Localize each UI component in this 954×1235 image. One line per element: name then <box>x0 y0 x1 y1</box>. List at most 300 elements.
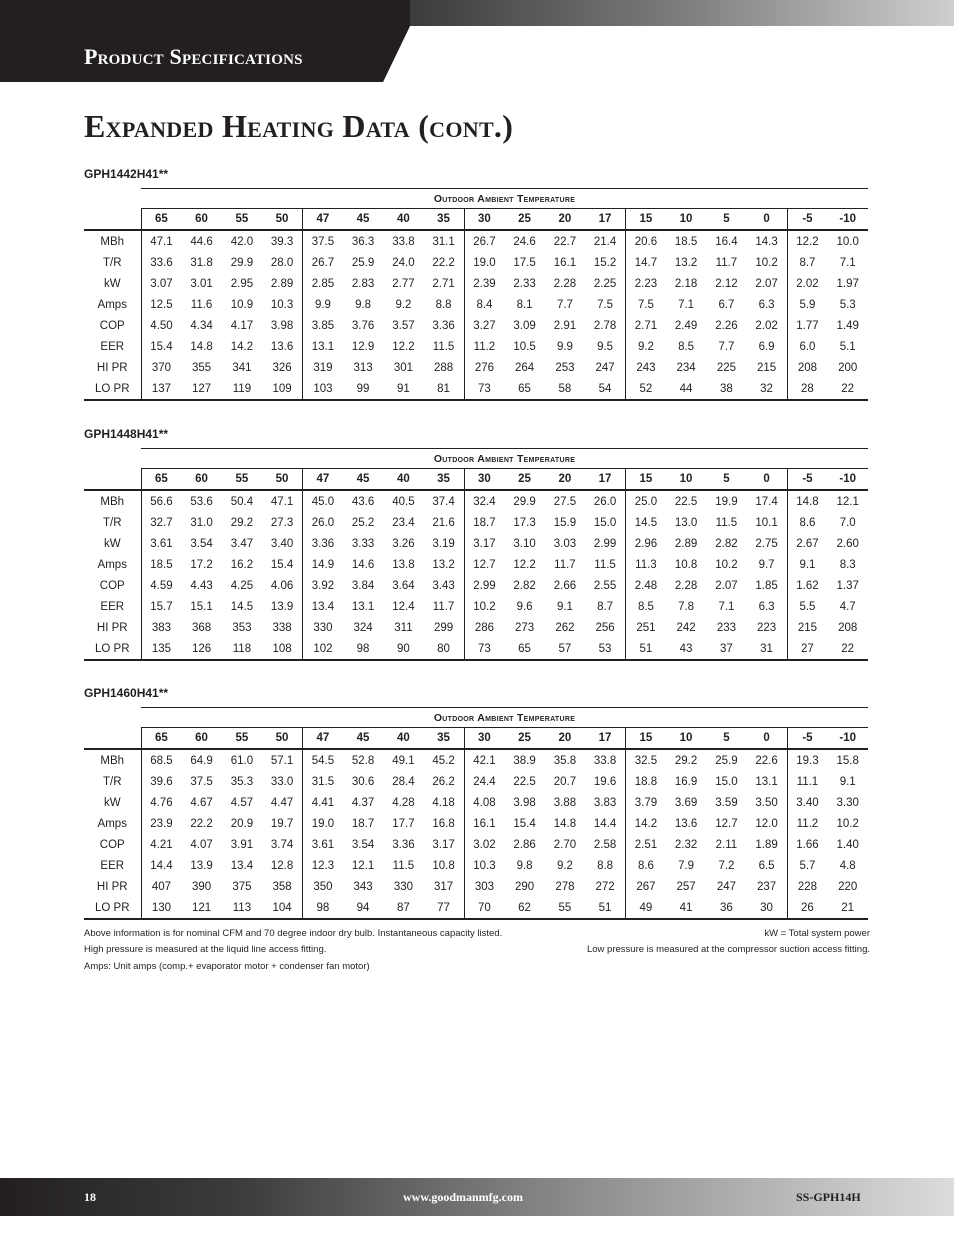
table-cell: 317 <box>433 880 454 893</box>
table-cell: 19.6 <box>593 775 617 788</box>
table-cell: 242 <box>676 621 696 634</box>
table-cell: 4.43 <box>190 579 213 592</box>
table-cell: 3.85 <box>303 315 343 336</box>
table-cell: 9.8 <box>355 298 372 311</box>
table-cell: 1.49 <box>836 319 859 332</box>
table-cell: 2.91 <box>553 319 577 332</box>
table-cell: 38.9 <box>513 754 536 767</box>
table-cell: 12.5 <box>141 294 181 315</box>
table-cell: 7.5 <box>626 294 666 315</box>
table-row <box>84 855 868 876</box>
table-cell: 14.8 <box>553 817 577 830</box>
row-label: kW <box>103 277 121 290</box>
table-cell: 8.7 <box>597 600 614 613</box>
footer-website: www.goodmanmfg.com <box>403 1190 523 1204</box>
table-cell: 15.9 <box>553 516 577 529</box>
table-cell: 3.64 <box>392 579 415 592</box>
table-cell: 6.5 <box>758 859 775 872</box>
table-cell: 25.9 <box>351 256 375 269</box>
row-label: COP <box>99 838 125 851</box>
heating-data-table <box>84 448 868 661</box>
table-cell: 49 <box>626 897 666 919</box>
table-cell: 2.51 <box>626 834 666 855</box>
table-cell: 6.7 <box>718 298 735 311</box>
temperature-header: 15 <box>626 209 666 231</box>
temperature-header: 47 <box>303 469 343 491</box>
temperature-header: 50 <box>262 209 302 231</box>
row-label: kW <box>103 537 121 550</box>
table-cell: 1.89 <box>755 838 778 851</box>
table-cell: 43.6 <box>351 495 375 508</box>
table-cell: 62 <box>504 897 544 919</box>
table-cell: 32 <box>747 378 787 400</box>
table-cell: 3.61 <box>303 834 343 855</box>
table-cell: 18.8 <box>626 771 666 792</box>
table-row <box>84 792 868 813</box>
table-cell: 1.85 <box>755 579 778 592</box>
temperature-header: 55 <box>222 469 262 491</box>
table-cell: 13.0 <box>674 516 698 529</box>
table-cell: 375 <box>232 880 252 893</box>
table-cell: 2.33 <box>513 277 536 290</box>
table-cell: 208 <box>787 357 827 378</box>
table-cell: 12.4 <box>392 600 415 613</box>
row-label: Amps <box>97 558 127 571</box>
table-cell: 303 <box>464 876 504 897</box>
table-cell: 12.2 <box>513 558 536 571</box>
table-cell: 33.8 <box>392 235 415 248</box>
table-cell: 98 <box>343 638 383 660</box>
table-cell: 36 <box>706 897 746 919</box>
table-cell: 24.6 <box>513 235 536 248</box>
table-cell: 7.5 <box>597 298 614 311</box>
table-row <box>84 771 868 792</box>
table-cell: 121 <box>181 897 221 919</box>
temperature-header: 10 <box>666 728 706 750</box>
table-cell: 30.6 <box>351 775 375 788</box>
table-cell: 73 <box>464 378 504 400</box>
table-row <box>84 554 868 575</box>
table-row <box>84 533 868 554</box>
table-cell: 56.6 <box>141 490 181 512</box>
table-cell: 57.1 <box>270 754 294 767</box>
table-cell: 9.1 <box>787 554 827 575</box>
temperature-header: 65 <box>141 469 181 491</box>
table-cell: 26.7 <box>303 252 343 273</box>
table-cell: 4.06 <box>270 579 294 592</box>
table-cell: 18.7 <box>464 512 504 533</box>
table-cell: 15.1 <box>190 600 213 613</box>
table-cell: 11.5 <box>392 859 415 872</box>
table-cell: 64.9 <box>190 754 213 767</box>
table-cell: 5.1 <box>839 340 856 353</box>
table-cell: 324 <box>353 621 373 634</box>
table-cell: 3.91 <box>230 838 254 851</box>
table-cell: 10.8 <box>674 558 698 571</box>
temperature-header: 47 <box>303 209 343 231</box>
table-cell: 2.02 <box>755 319 778 332</box>
table-cell: 29.9 <box>230 256 254 269</box>
table-cell: 7.1 <box>839 256 856 269</box>
table-cell: 7.9 <box>678 859 695 872</box>
table-cell: 2.55 <box>593 579 617 592</box>
table-row <box>84 357 868 378</box>
temperature-header: 25 <box>504 728 544 750</box>
table-row <box>84 617 868 638</box>
table-cell: 2.82 <box>715 537 738 550</box>
table-cell: 234 <box>676 361 696 374</box>
table-cell: 9.2 <box>556 859 573 872</box>
table-cell: 23.9 <box>141 813 181 834</box>
row-label: LO PR <box>84 638 141 660</box>
table-cell: 51 <box>585 897 625 919</box>
table-cell: 44 <box>666 378 706 400</box>
table-cell: 4.50 <box>141 315 181 336</box>
table-cell: 8.8 <box>435 298 452 311</box>
table-cell: 19.7 <box>270 817 294 830</box>
table-cell: 3.33 <box>351 537 375 550</box>
table-row <box>84 294 868 315</box>
table-cell: 13.2 <box>432 558 455 571</box>
table-cell: 2.70 <box>553 838 577 851</box>
table-cell: 109 <box>262 378 302 400</box>
table-cell: 14.3 <box>755 235 778 248</box>
table-row <box>84 638 868 660</box>
temperature-header: 0 <box>747 469 787 491</box>
table-cell: 2.77 <box>392 277 415 290</box>
table-cell: 11.5 <box>594 558 616 571</box>
temperature-header: 17 <box>585 469 625 491</box>
table-cell: 3.19 <box>432 537 455 550</box>
table-cell: 370 <box>141 357 181 378</box>
table-cell: 368 <box>191 621 212 634</box>
temperature-header: -10 <box>827 728 868 750</box>
table-cell: 81 <box>424 378 464 400</box>
table-cell: 247 <box>716 880 737 893</box>
table-cell: 31.8 <box>190 256 213 269</box>
table-cell: 25.9 <box>715 754 738 767</box>
table-cell: 14.6 <box>351 558 375 571</box>
temperature-header: 60 <box>181 469 221 491</box>
table-cell: 3.84 <box>351 579 375 592</box>
table-cell: 2.99 <box>593 537 617 550</box>
table-cell: 2.89 <box>270 277 294 290</box>
table-cell: 27.5 <box>553 495 577 508</box>
table-cell: 223 <box>756 621 777 634</box>
outdoor-ambient-temperature-heading: Outdoor Ambient Temperature <box>141 449 868 469</box>
table-cell: 311 <box>394 621 413 634</box>
table-cell: 91 <box>383 378 423 400</box>
note-low-pressure: Low pressure is measured at the compressor suction access fitting. <box>586 944 870 955</box>
table-cell: 53 <box>585 638 625 660</box>
temperature-header: 10 <box>666 469 706 491</box>
table-cell: 47.1 <box>270 495 294 508</box>
table-cell: 4.17 <box>230 319 254 332</box>
table-cell: 21.6 <box>432 516 455 529</box>
table-cell: 6.3 <box>758 600 775 613</box>
table-cell: 65 <box>504 638 544 660</box>
table-cell: 23.4 <box>392 516 415 529</box>
table-cell: 299 <box>433 621 454 634</box>
temperature-header: 17 <box>585 728 625 750</box>
table-cell: 7.7 <box>556 298 573 311</box>
table-row <box>84 230 868 252</box>
table-cell: 5.7 <box>787 855 827 876</box>
table-cell: 7.0 <box>839 516 856 529</box>
table-cell: 87 <box>383 897 423 919</box>
table-cell: 70 <box>464 897 504 919</box>
table-cell: 2.95 <box>230 277 254 290</box>
table-cell: 225 <box>716 361 737 374</box>
table-cell: 22.5 <box>674 495 698 508</box>
table-cell: 247 <box>595 361 615 374</box>
table-cell: 12.2 <box>392 340 415 353</box>
row-label: HI PR <box>96 361 128 374</box>
table-cell: 14.4 <box>141 855 181 876</box>
table-cell: 137 <box>141 378 181 400</box>
outdoor-ambient-temperature-heading: Outdoor Ambient Temperature <box>141 189 868 209</box>
table-cell: 12.8 <box>270 859 294 872</box>
table-cell: 3.83 <box>593 796 617 809</box>
row-label: T/R <box>102 775 122 788</box>
row-label: Amps <box>97 298 127 311</box>
temperature-header: 20 <box>545 728 585 750</box>
row-label: EER <box>100 340 125 353</box>
table-cell: 326 <box>272 361 292 374</box>
temperature-header: 65 <box>141 728 181 750</box>
table-cell: 27.3 <box>270 516 294 529</box>
table-cell: 14.5 <box>230 600 254 613</box>
table-cell: 39.3 <box>270 235 294 248</box>
table-cell: 30 <box>747 897 787 919</box>
table-cell: 57 <box>545 638 585 660</box>
table-cell: 9.2 <box>626 336 666 357</box>
table-cell: 18.5 <box>141 554 181 575</box>
table-cell: 32.5 <box>626 749 666 771</box>
table-cell: 12.2 <box>787 230 827 252</box>
table-row <box>84 336 868 357</box>
table-cell: 8.6 <box>626 855 666 876</box>
table-row <box>84 876 868 897</box>
table-cell: 10.2 <box>836 817 859 830</box>
table-cell: 3.92 <box>303 575 343 596</box>
table-cell: 38 <box>706 378 746 400</box>
table-cell: 50.4 <box>230 495 254 508</box>
table-row <box>84 273 868 294</box>
table-cell: 4.37 <box>351 796 375 809</box>
table-cell: 313 <box>353 361 373 374</box>
table-row <box>84 315 868 336</box>
table-cell: 2.49 <box>674 319 698 332</box>
table-cell: 13.1 <box>755 775 778 788</box>
table-cell: 350 <box>303 876 343 897</box>
temperature-header: 0 <box>747 209 787 231</box>
table-cell: 35.3 <box>230 775 254 788</box>
table-cell: 26 <box>787 897 827 919</box>
table-cell: 7.1 <box>678 298 695 311</box>
table-cell: 3.98 <box>513 796 536 809</box>
row-label: LO PR <box>84 897 141 919</box>
table-cell: 22 <box>827 638 868 660</box>
model-table-block <box>84 685 868 920</box>
note-kw: kW = Total system power <box>764 928 870 939</box>
table-cell: 2.78 <box>593 319 617 332</box>
section-title: Product Specifications <box>84 44 303 69</box>
table-cell: 3.02 <box>464 834 504 855</box>
table-cell: 20.7 <box>553 775 577 788</box>
table-cell: 22.2 <box>190 817 213 830</box>
table-cell: 11.1 <box>787 771 827 792</box>
table-cell: 9.1 <box>839 775 856 788</box>
table-cell: 251 <box>626 617 666 638</box>
header-white-cutout <box>383 26 954 82</box>
table-cell: 2.89 <box>674 537 698 550</box>
table-cell: 55 <box>545 897 585 919</box>
temperature-header: 30 <box>464 209 504 231</box>
table-cell: 37.5 <box>303 230 343 252</box>
table-cell: 130 <box>141 897 181 919</box>
table-cell: 2.96 <box>626 533 666 554</box>
table-cell: 8.3 <box>839 558 856 571</box>
table-cell: 257 <box>676 880 696 893</box>
temperature-header: 35 <box>424 728 464 750</box>
table-cell: 3.76 <box>351 319 375 332</box>
table-cell: 390 <box>191 880 212 893</box>
table-cell: 2.02 <box>787 273 827 294</box>
model-label: GPH1460H41** <box>84 686 169 700</box>
table-cell: 25.2 <box>351 516 375 529</box>
table-cell: 36.3 <box>351 235 375 248</box>
table-cell: 1.97 <box>836 277 859 290</box>
temperature-header: 5 <box>706 209 746 231</box>
table-cell: 330 <box>303 617 343 638</box>
temperature-header: 20 <box>545 469 585 491</box>
table-cell: 2.86 <box>513 838 536 851</box>
table-cell: 11.7 <box>715 256 738 269</box>
table-cell: 9.6 <box>516 600 533 613</box>
temperature-header: 20 <box>545 209 585 231</box>
table-cell: 94 <box>343 897 383 919</box>
table-cell: 14.7 <box>626 252 666 273</box>
table-cell: 28 <box>787 378 827 400</box>
table-cell: 3.36 <box>432 319 455 332</box>
table-cell: 256 <box>595 621 615 634</box>
note-amps: Amps: Unit amps (comp.+ evaporator motor + condenser fan motor) <box>84 961 370 972</box>
temperature-header: 35 <box>424 469 464 491</box>
row-label: HI PR <box>96 880 128 893</box>
table-cell: 37.4 <box>432 495 455 508</box>
table-cell: 4.25 <box>230 579 254 592</box>
temperature-header: 60 <box>181 209 221 231</box>
table-cell: 2.28 <box>553 277 577 290</box>
table-cell: 9.5 <box>597 340 614 353</box>
table-cell: 14.9 <box>303 554 343 575</box>
table-cell: 8.5 <box>626 596 666 617</box>
row-label: LO PR <box>84 378 141 400</box>
table-cell: 19.9 <box>715 495 738 508</box>
table-cell: 20.9 <box>230 817 254 830</box>
model-table-block <box>84 426 868 661</box>
table-cell: 43 <box>666 638 706 660</box>
table-cell: 237 <box>756 880 777 893</box>
table-cell: 3.74 <box>270 838 294 851</box>
table-cell: 54 <box>585 378 625 400</box>
temperature-header: 5 <box>706 469 746 491</box>
table-cell: 16.1 <box>464 813 504 834</box>
temperature-header: 50 <box>262 469 302 491</box>
table-cell: 215 <box>787 617 827 638</box>
table-cell: 127 <box>181 378 221 400</box>
table-cell: 33.8 <box>593 754 617 767</box>
table-cell: 2.82 <box>513 579 536 592</box>
table-cell: 18.7 <box>351 817 375 830</box>
temperature-header: 35 <box>424 209 464 231</box>
table-cell: 102 <box>303 638 343 660</box>
table-cell: 10.0 <box>836 235 859 248</box>
table-cell: 22.7 <box>553 235 577 248</box>
table-cell: 42.0 <box>230 235 254 248</box>
table-cell: 40.5 <box>392 495 415 508</box>
table-cell: 2.39 <box>464 273 504 294</box>
table-cell: 13.4 <box>230 859 254 872</box>
table-cell: 17.5 <box>513 256 536 269</box>
table-cell: 4.59 <box>141 575 181 596</box>
table-cell: 10.2 <box>464 596 504 617</box>
table-cell: 3.98 <box>270 319 294 332</box>
table-cell: 4.08 <box>464 792 504 813</box>
temperature-header: 5 <box>706 728 746 750</box>
table-cell: 118 <box>222 638 262 660</box>
table-cell: 10.1 <box>755 516 778 529</box>
table-cell: 338 <box>272 621 292 634</box>
table-cell: 3.88 <box>553 796 577 809</box>
table-cell: 10.5 <box>513 340 536 353</box>
table-cell: 19.3 <box>787 749 827 771</box>
table-cell: 21 <box>827 897 868 919</box>
table-cell: 41 <box>666 897 706 919</box>
table-cell: 28.4 <box>392 775 415 788</box>
table-cell: 3.09 <box>513 319 536 332</box>
table-cell: 272 <box>595 880 615 893</box>
table-cell: 7.8 <box>678 600 695 613</box>
temperature-header: -5 <box>787 728 827 750</box>
temperature-header: 10 <box>666 209 706 231</box>
table-cell: 7.7 <box>718 340 735 353</box>
table-cell: 126 <box>181 638 221 660</box>
table-cell: 1.62 <box>787 575 827 596</box>
table-cell: 61.0 <box>230 754 254 767</box>
table-cell: 3.69 <box>674 796 698 809</box>
table-cell: 288 <box>433 361 454 374</box>
table-cell: 3.27 <box>464 315 504 336</box>
temperature-header: 30 <box>464 469 504 491</box>
table-cell: 5.3 <box>839 298 856 311</box>
heating-data-table <box>84 707 868 920</box>
table-cell: 12.0 <box>755 817 778 830</box>
row-label: T/R <box>102 256 122 269</box>
table-cell: 3.54 <box>351 838 375 851</box>
table-cell: 14.8 <box>787 490 827 512</box>
table-cell: 73 <box>464 638 504 660</box>
table-cell: 2.71 <box>432 277 455 290</box>
table-cell: 11.5 <box>715 516 738 529</box>
table-cell: 11.3 <box>626 554 666 575</box>
table-cell: 3.57 <box>392 319 415 332</box>
table-cell: 3.47 <box>230 537 254 550</box>
table-cell: 15.4 <box>270 558 294 571</box>
table-cell: 11.7 <box>554 558 576 571</box>
heating-data-table <box>84 188 868 401</box>
